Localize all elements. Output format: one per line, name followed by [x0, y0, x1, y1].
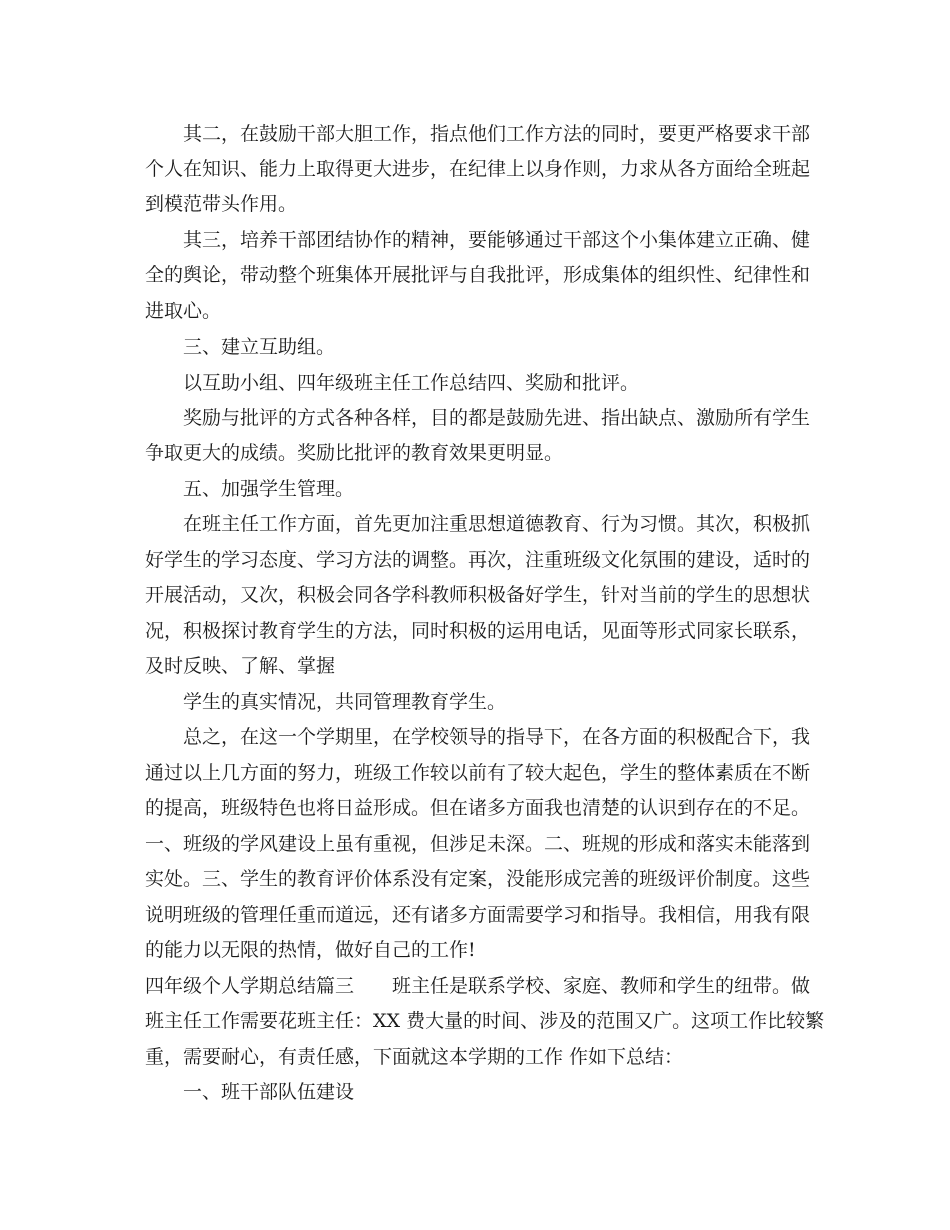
paragraph-line: 好学生的学习态度、学习方法的调整。再次，注重班级文化氛围的建设，适时的 — [145, 549, 811, 571]
paragraph-line: 其二，在鼓励干部大胆工作，指点他们工作方法的同时，要更严格要求干部 — [183, 123, 811, 145]
paragraph-line: 到模范带头作用。 — [145, 193, 298, 215]
paragraph-line: 况，积极探讨教育学生的方法，同时积极的运用电话，见面等形式同家长联系， — [145, 620, 811, 642]
paragraph-line: 一、班级的学风建设上虽有重视，但涉足未深。二、班规的形成和落实未能落到 — [145, 833, 811, 855]
paragraph-line: 班主任工作需要花班主任：XX 费大量的时间、涉及的范围又广。这项工作比较繁 — [145, 1010, 825, 1032]
section-heading: 五、加强学生管理。 — [183, 478, 355, 500]
paragraph-line: 实处。三、学生的教育评价体系没有定案，没能形成完善的班级评价制度。这些 — [145, 868, 811, 890]
paragraph-line: 在班主任工作方面，首先更加注重思想道德教育、行为习惯。其次，积极抓 — [183, 513, 811, 535]
paragraph-line: 总之，在这一个学期里，在学校领导的指导下，在各方面的积极配合下，我 — [183, 726, 811, 748]
paragraph-line: 及时反映、了解、掌握 — [145, 655, 336, 677]
paragraph-line: 说明班级的管理任重而道远，还有诸多方面需要学习和指导。我相信，用我有限 — [145, 904, 811, 926]
paragraph-line: 的提高，班级特色也将日益形成。但在诸多方面我也清楚的认识到存在的不足。 — [145, 797, 811, 819]
paragraph-line: 个人在知识、能力上取得更大进步，在纪律上以身作则，力求从各方面给全班起 — [145, 158, 811, 180]
paragraph-line: 的能力以无限的热情，做好自己的工作! — [145, 939, 476, 961]
paragraph-line: 重，需要耐心，有责任感，下面就这本学期的工作 作如下总结： — [145, 1046, 684, 1068]
paragraph-line: 开展活动，又次，积极会同各学科教师积极备好学生，针对当前的学生的思想状 — [145, 584, 811, 606]
section-heading: 一、班干部队伍建设 — [183, 1081, 355, 1103]
paragraph-line: 四年级个人学期总结篇三 班主任是联系学校、家庭、教师和学生的纽带。做 — [145, 975, 811, 997]
paragraph-line: 以互助小组、四年级班主任工作总结四、奖励和批评。 — [183, 372, 640, 394]
paragraph-line: 全的舆论，带动整个班集体开展批评与自我批评，形成集体的组织性、纪律性和 — [145, 264, 811, 286]
paragraph-line: 争取更大的成绩。奖励比批评的教育效果更明显。 — [145, 442, 564, 464]
paragraph-line: 通过以上几方面的努力，班级工作较以前有了较大起色，学生的整体素质在不断 — [145, 762, 811, 784]
paragraph-line: 进取心。 — [145, 300, 222, 322]
paragraph-line: 学生的真实情况，共同管理教育学生。 — [183, 691, 507, 713]
paragraph-line: 其三，培养干部团结协作的精神，要能够通过干部这个小集体建立正确、健 — [183, 229, 811, 251]
paragraph-line: 奖励与批评的方式各种各样，目的都是鼓励先进、指出缺点、激励所有学生 — [183, 407, 811, 429]
section-heading: 三、建立互助组。 — [183, 336, 336, 358]
